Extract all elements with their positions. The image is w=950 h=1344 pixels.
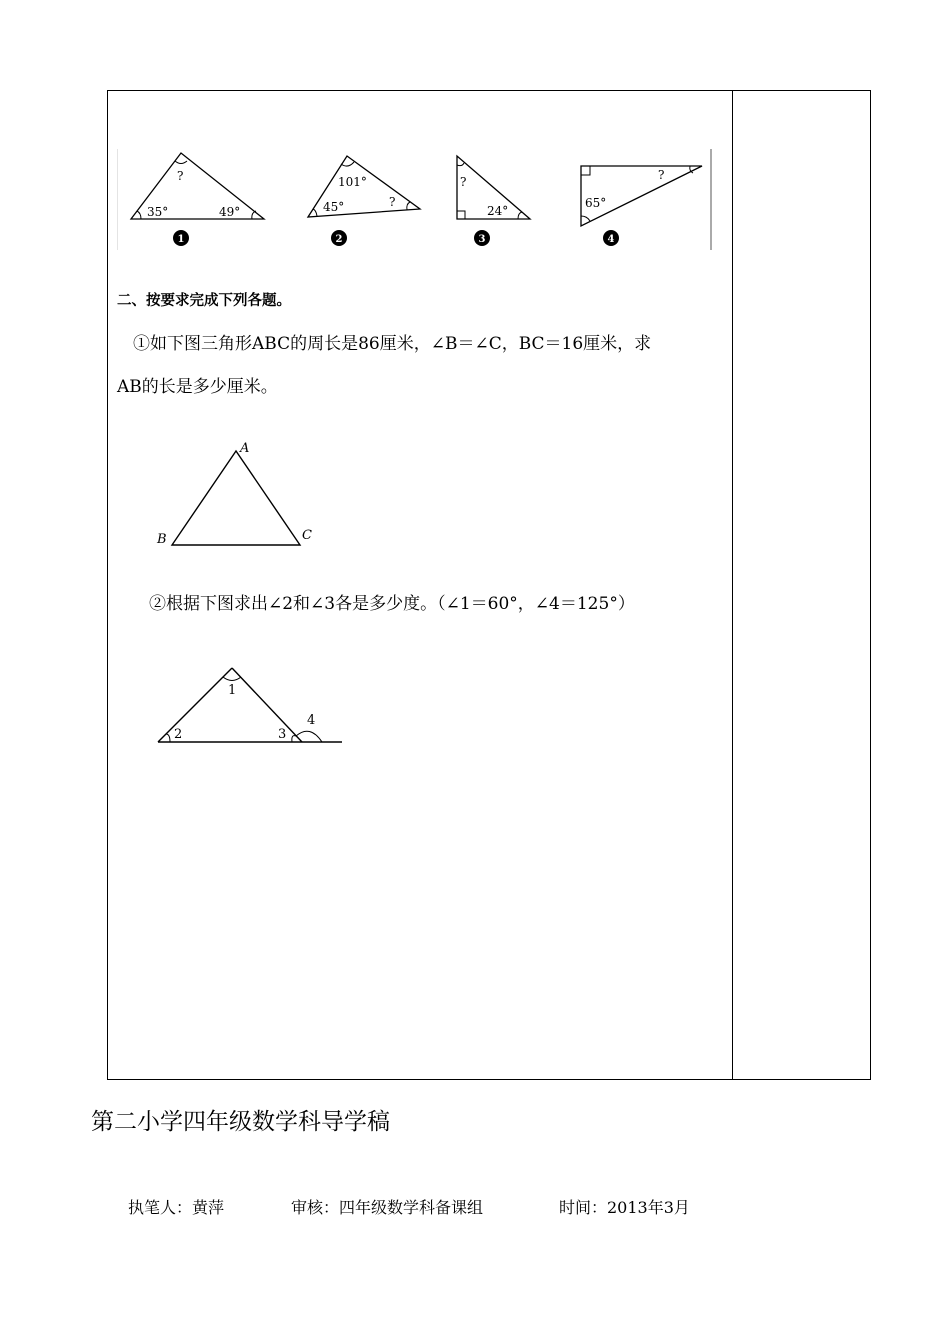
vertex-a-label: A <box>240 441 250 456</box>
document-title: 第二小学四年级数学科导学稿 <box>91 1109 390 1135</box>
angle-1-label: 1 <box>228 683 237 698</box>
section-2-heading: 二、按要求完成下列各题。 <box>117 293 291 309</box>
table-column-divider <box>732 90 733 1080</box>
question-1-line-1: ①如下图三角形ABC的周长是86厘米，∠B＝∠C，BC＝16厘米，求 <box>133 334 652 354</box>
triangle-3-number: 3 <box>478 234 486 245</box>
triangle-1-left-label: 35° <box>147 205 169 219</box>
question-1-line-2: AB的长是多少厘米。 <box>117 377 278 397</box>
triangle-2-right-label: ? <box>389 195 396 209</box>
vertex-c-label: C <box>302 528 312 543</box>
triangle-2-top-label: 101° <box>338 175 367 189</box>
question-2-line: ②根据下图求出∠2和∠3各是多少度。（∠1＝60°，∠4＝125°） <box>149 594 635 614</box>
angles-figure <box>150 660 350 750</box>
triangle-4-number: 4 <box>607 234 615 245</box>
author-info: 执笔人：黄萍 <box>128 1198 225 1217</box>
triangle-2-left-label: 45° <box>323 200 345 214</box>
triangle-4-left-label: 65° <box>585 196 607 210</box>
time-info: 时间：2013年3月 <box>559 1198 690 1217</box>
triangles-strip <box>117 149 712 250</box>
reviewer-info: 审核：四年级数学科备课组 <box>291 1198 484 1217</box>
triangle-1-number: 1 <box>177 234 185 245</box>
angle-3-label: 3 <box>278 727 287 742</box>
triangle-1 <box>131 153 264 246</box>
angle-2-label: 2 <box>174 727 183 742</box>
triangle-1-top-label: ? <box>177 169 184 183</box>
triangle-3-top-label: ? <box>460 175 467 189</box>
angle-4-label: 4 <box>307 713 316 728</box>
triangle-3-right-label: 24° <box>487 204 509 218</box>
triangle-2-number: 2 <box>335 234 343 245</box>
triangle-3 <box>457 156 530 246</box>
triangle-2 <box>308 156 420 246</box>
triangle-4 <box>581 166 702 246</box>
vertex-b-label: B <box>157 532 167 547</box>
triangle-1-right-label: 49° <box>219 205 241 219</box>
triangle-abc-figure <box>150 435 330 555</box>
triangle-4-right-label: ? <box>658 168 665 182</box>
